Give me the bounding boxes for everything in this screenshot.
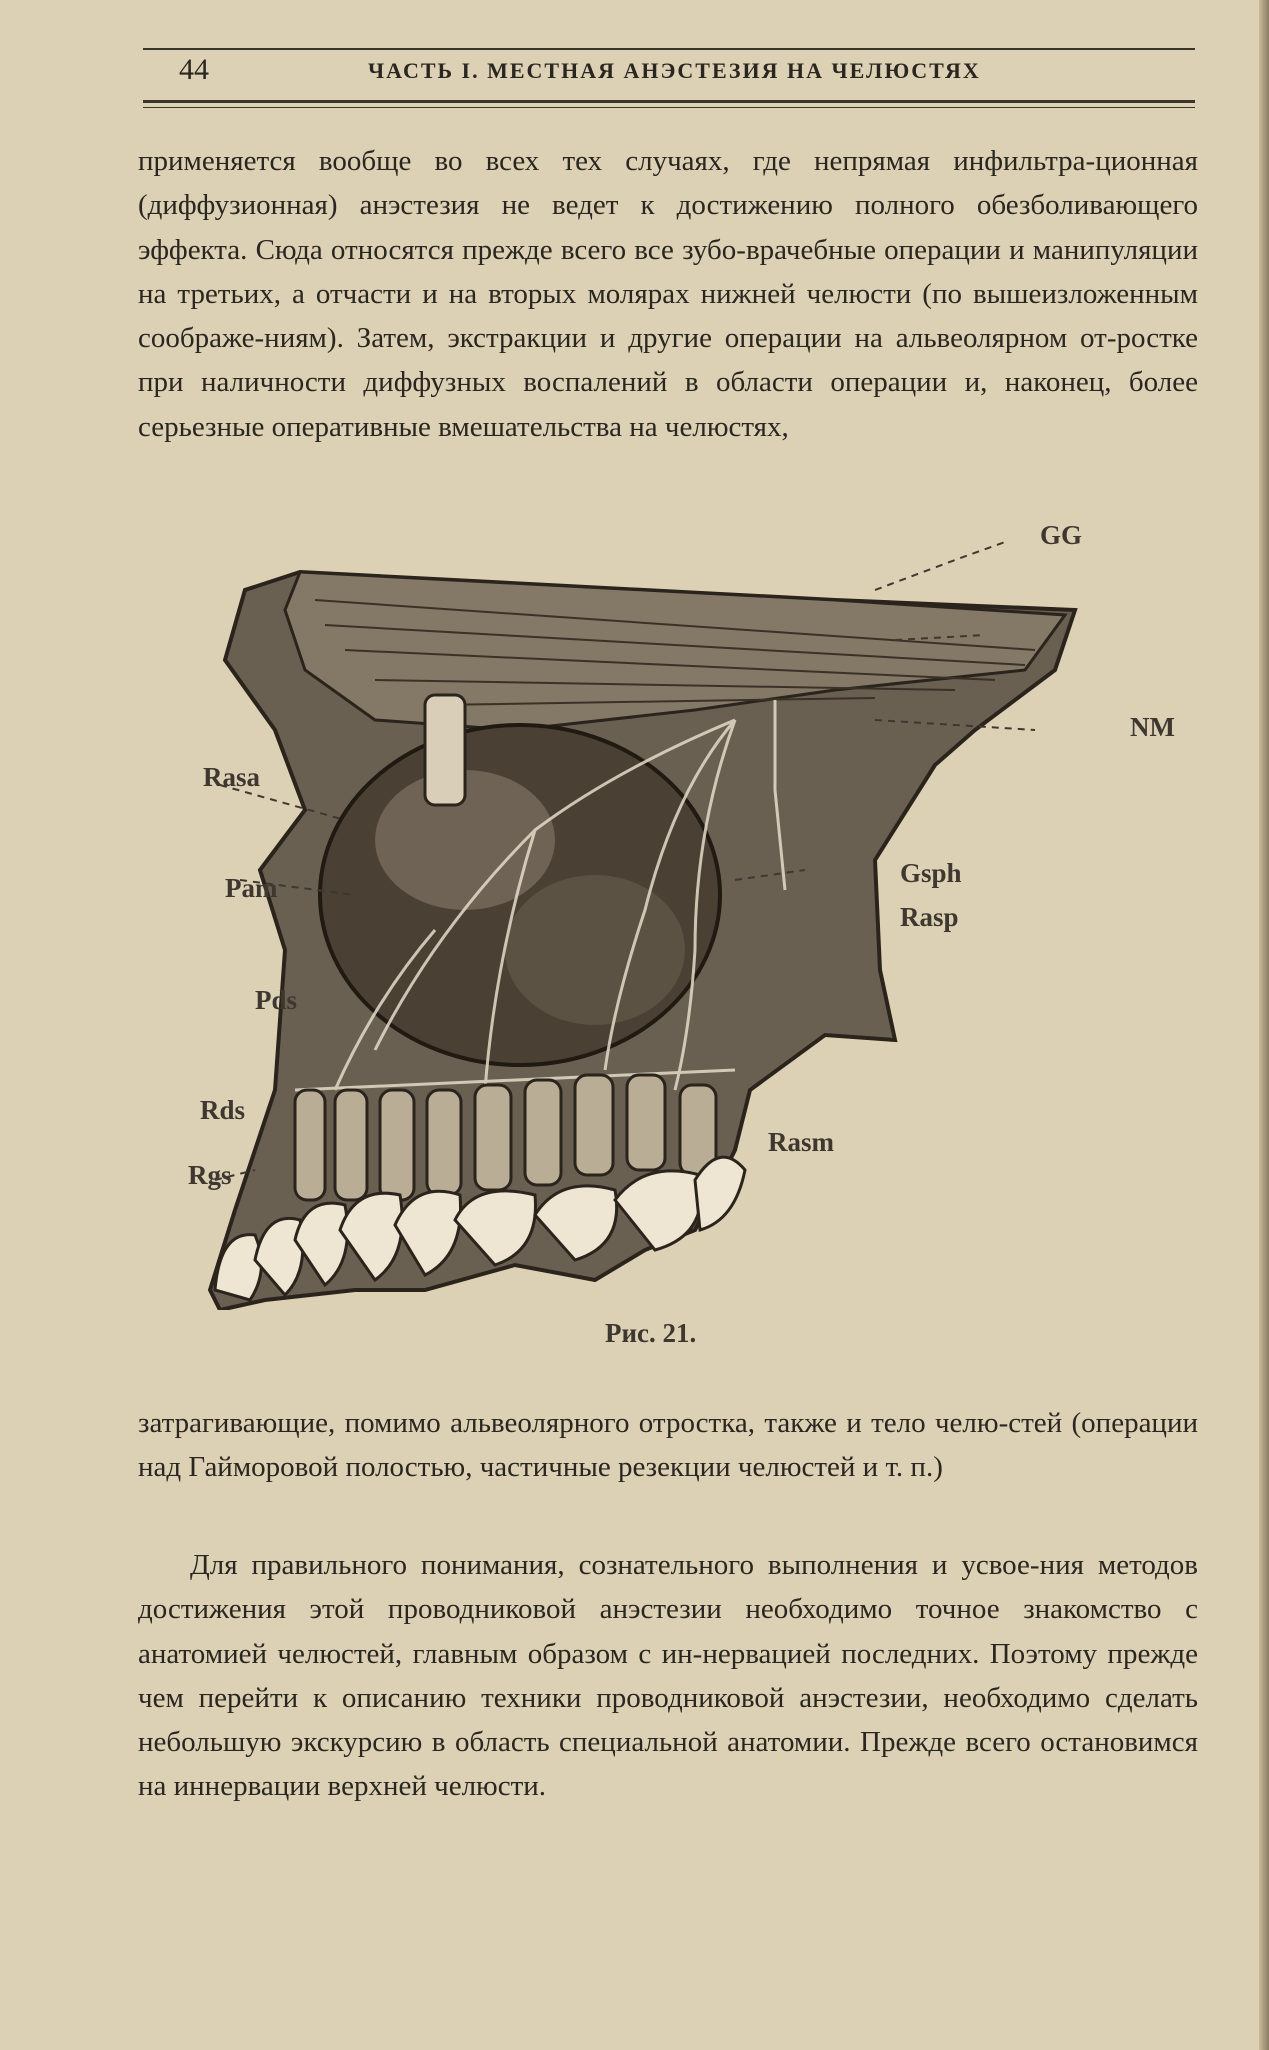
label-rasp: Rasp: [900, 902, 959, 932]
page-number: 44: [179, 53, 209, 86]
page-edge: [1259, 0, 1269, 2050]
label-gg: GG: [1040, 520, 1083, 550]
figure-21: [175, 520, 1195, 1348]
label-rgs: Rgs: [188, 1160, 232, 1190]
header-rule-top: [143, 48, 1195, 50]
header-rule-bottom-thin: [143, 107, 1195, 108]
paragraph-3: Для правильного понимания, сознательного выполнения и усвое-ния методов достижения этой проводниковой анэстезии необходимо точное знакомство с анатомией челюстей, главным образом с ин-нервацией последних. Поэтому прежде чем перейти к описанию техники проводниковой анэстезии, необходимо сделать небольшую экскурсию в область специальной анатомии. Прежде всего остановимся на иннервации верхней челюсти.: [138, 1549, 1198, 1803]
label-rasa: Rasa: [203, 762, 261, 792]
paragraph-1: применяется вообще во всех тех случаях, где непрямая инфильтра-ционная (диффузионная) анэстезия не ведет к достижению полного обезболивающего эффекта. Сюда относятся прежде всего все зубо-врачебные операции и манипуляции на третьих, а отчасти и на вторых молярах нижней челюсти (по вышеизложенным соображе-ниям). Затем, экстракции и другие операции на альвеолярном от-ростке при наличности диффузных воспалений в области операции и, наконец, более серьезные оперативные вмешательства на челюстях,: [138, 145, 1198, 443]
maxilla-illustration: [175, 530, 1195, 1310]
paragraph-2: затрагивающие, помимо альвеолярного отростка, также и тело челю-стей (операции над Гайморовой полостью, частичные резекции челюстей и т. п.): [138, 1407, 1198, 1484]
label-nm: NM: [1130, 712, 1175, 742]
figure-caption: Рис. 21.: [605, 1318, 697, 1348]
label-pam: Pam: [225, 873, 278, 903]
label-rasm: Rasm: [768, 1127, 834, 1157]
label-gsph: Gsph: [900, 858, 962, 888]
header-rule-bottom: [143, 100, 1195, 103]
label-pds: Pds: [255, 985, 298, 1015]
running-title: ЧАСТЬ I. МЕСТНАЯ АНЭСТЕЗИЯ НА ЧЕЛЮСТЯХ: [368, 58, 981, 83]
page-header: [143, 48, 1195, 104]
label-rds: Rds: [200, 1095, 246, 1125]
